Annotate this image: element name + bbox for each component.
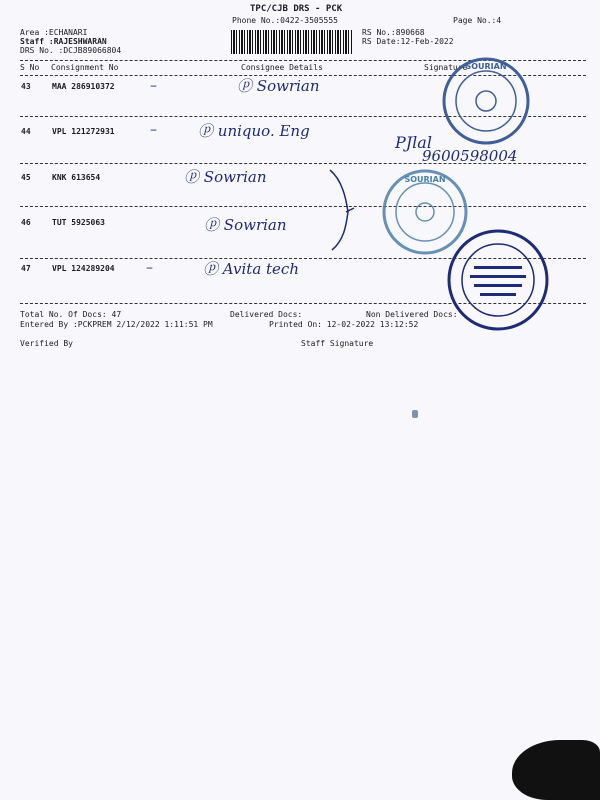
col-consignment: Consignment No bbox=[51, 63, 119, 72]
handwritten-text: Avita tech bbox=[222, 260, 299, 278]
dash-mark: – bbox=[150, 122, 157, 138]
handwritten-consignee bbox=[198, 120, 310, 141]
col-signature: Signature bbox=[424, 63, 468, 72]
handwritten-text: Sowrian bbox=[223, 216, 287, 234]
staff-signature: Staff Signature bbox=[301, 339, 374, 348]
receiver-p-mark: ⓟ bbox=[204, 216, 220, 234]
scan-speck bbox=[412, 410, 418, 418]
handwritten-consignee bbox=[203, 258, 299, 279]
row-divider bbox=[20, 206, 586, 207]
barcode bbox=[231, 30, 353, 54]
row-sno: 44 bbox=[21, 127, 31, 136]
handwritten-phone: 9600598004 bbox=[422, 147, 518, 165]
address-seal-stamp bbox=[446, 228, 550, 332]
row-sno: 43 bbox=[21, 82, 31, 91]
scan-blob bbox=[512, 740, 600, 800]
dash-mark: – bbox=[146, 260, 153, 276]
rs-date: RS Date:12-Feb-2022 bbox=[362, 37, 454, 46]
handwritten-consignee bbox=[184, 166, 267, 187]
printed-on: Printed On: 12-02-2022 13:12:52 bbox=[269, 320, 419, 329]
company-seal-stamp bbox=[441, 56, 531, 146]
consignment-no: VPL 124289204 bbox=[52, 264, 115, 273]
handwritten-name: PJlal bbox=[395, 133, 432, 152]
svg-text:SOURIAN: SOURIAN bbox=[404, 175, 446, 184]
delivered-docs: Delivered Docs: bbox=[230, 310, 303, 319]
handwritten-consignee bbox=[204, 214, 287, 235]
consignment-no: TUT 5925063 bbox=[52, 218, 105, 227]
receiver-p-mark: ⓟ bbox=[203, 260, 219, 278]
drs-number: DRS No. :DCJB89066804 bbox=[20, 46, 122, 55]
consignment-no: VPL 121272931 bbox=[52, 127, 115, 136]
row-divider bbox=[20, 163, 586, 164]
area-label: Area :ECHANARI bbox=[20, 28, 88, 37]
receiver-p-mark: ⓟ bbox=[237, 77, 253, 95]
consignment-no: KNK 613654 bbox=[52, 173, 101, 182]
verified-by: Verified By bbox=[20, 339, 73, 348]
phone-number: Phone No.:0422-3505555 bbox=[232, 16, 338, 25]
row-sno: 47 bbox=[21, 264, 31, 273]
handwritten-text: Sowrian bbox=[203, 168, 267, 186]
col-consignee: Consignee Details bbox=[241, 63, 323, 72]
consignment-no: MAA 286910372 bbox=[52, 82, 115, 91]
svg-text:SOURIAN: SOURIAN bbox=[465, 62, 507, 71]
total-docs: Total No. Of Docs: 47 bbox=[20, 310, 122, 319]
row-sno: 45 bbox=[21, 173, 31, 182]
dash-mark: – bbox=[150, 78, 157, 94]
non-delivered-docs: Non Delivered Docs: bbox=[366, 310, 458, 319]
handwritten-consignee bbox=[237, 75, 320, 96]
rs-number: RS No.:890668 bbox=[362, 28, 425, 37]
row-sno: 46 bbox=[21, 218, 31, 227]
staff-label: Staff :RAJESHWARAN bbox=[20, 37, 107, 46]
receiver-p-mark: ⓟ bbox=[198, 122, 214, 140]
handwritten-bracket bbox=[322, 168, 356, 254]
entered-by: Entered By :PCKPREM 2/12/2022 1:11:51 PM bbox=[20, 320, 213, 329]
document-title: TPC/CJB DRS - PCK bbox=[250, 4, 343, 14]
handwritten-text: Sowrian bbox=[256, 77, 320, 95]
handwritten-text: uniquo. Eng bbox=[217, 122, 310, 140]
page-number: Page No.:4 bbox=[453, 16, 502, 25]
col-sno: S No bbox=[20, 63, 40, 72]
receiver-p-mark: ⓟ bbox=[184, 168, 200, 186]
